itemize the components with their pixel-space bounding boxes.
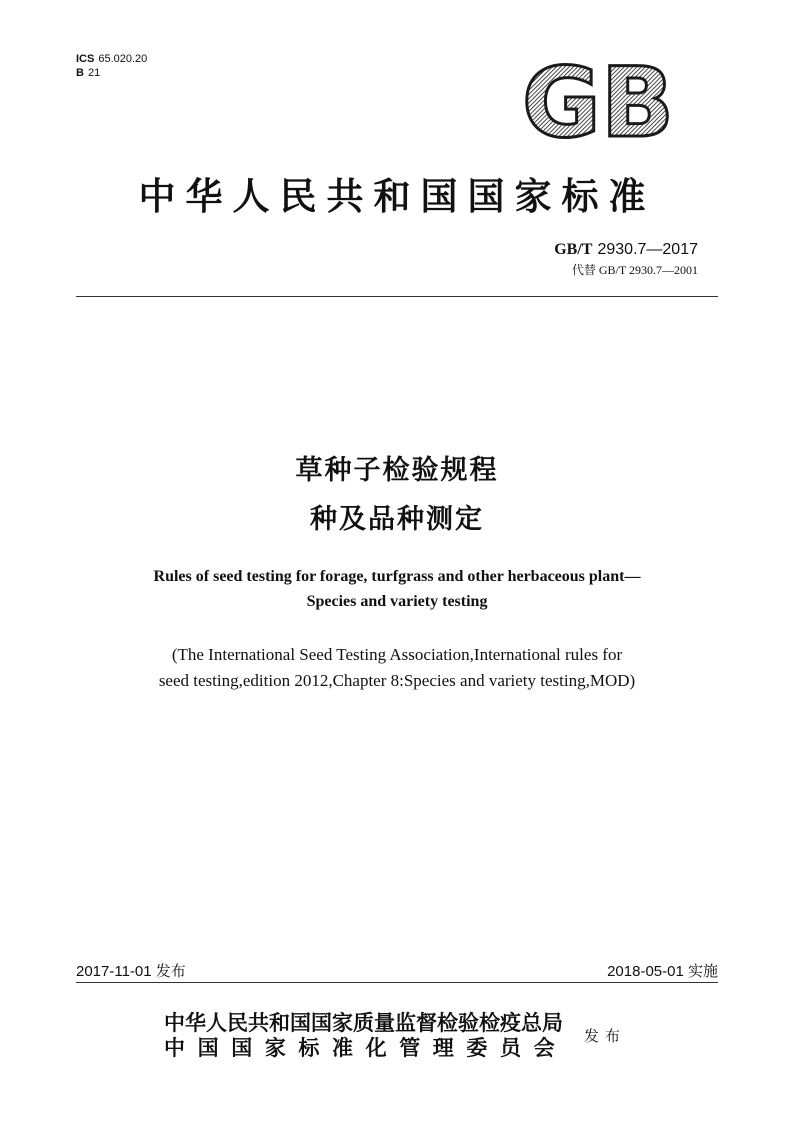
gb-logo-text: GB	[522, 58, 674, 142]
title-english-line1: Rules of seed testing for forage, turfgrass and other herbaceous plant—	[153, 568, 641, 585]
bottom-divider	[76, 982, 718, 983]
ics-code: 65.020.20	[98, 53, 148, 65]
title-chinese-line2: 种及品种测定	[310, 504, 484, 535]
title-chinese-line1: 草种子检验规程	[295, 455, 499, 486]
gb-logo	[518, 58, 678, 142]
standard-number-value: 2930.7—2017	[597, 241, 698, 258]
issuing-authorities	[164, 1010, 567, 1060]
issue-date: 2017-11-01 发布	[76, 963, 186, 980]
ccs-code-line	[76, 66, 147, 80]
title-english	[0, 564, 794, 614]
country-standard-title: 中华人民共和国国家标准	[138, 174, 656, 218]
ics-label: ICS	[76, 53, 95, 65]
title-english-line2: Species and variety testing	[306, 593, 488, 610]
publish-label: 发布	[584, 1027, 627, 1045]
reference-note-line2: seed testing,edition 2012,Chapter 8:Species and variety testing,MOD)	[158, 671, 636, 690]
top-divider	[76, 296, 718, 297]
replaces-standard: 代替 GB/T 2930.7—2001	[571, 263, 698, 277]
standard-number-block	[554, 241, 698, 278]
ccs-code: 21	[87, 67, 101, 79]
reference-note-line1: (The International Seed Testing Association,International rules for	[171, 645, 623, 664]
implementation-date: 2018-05-01 实施	[607, 963, 718, 980]
issuer-sac: 中国国家标准化管理委员会	[164, 1035, 568, 1060]
ccs-label: B	[76, 67, 84, 79]
standard-number	[554, 241, 698, 259]
classification-codes	[76, 52, 147, 80]
standard-prefix: GB/T	[554, 241, 593, 258]
issuer-aqsiq: 中华人民共和国国家质量监督检验检疫总局	[164, 1010, 563, 1035]
reference-note	[0, 642, 794, 694]
ics-code-line	[76, 52, 147, 66]
